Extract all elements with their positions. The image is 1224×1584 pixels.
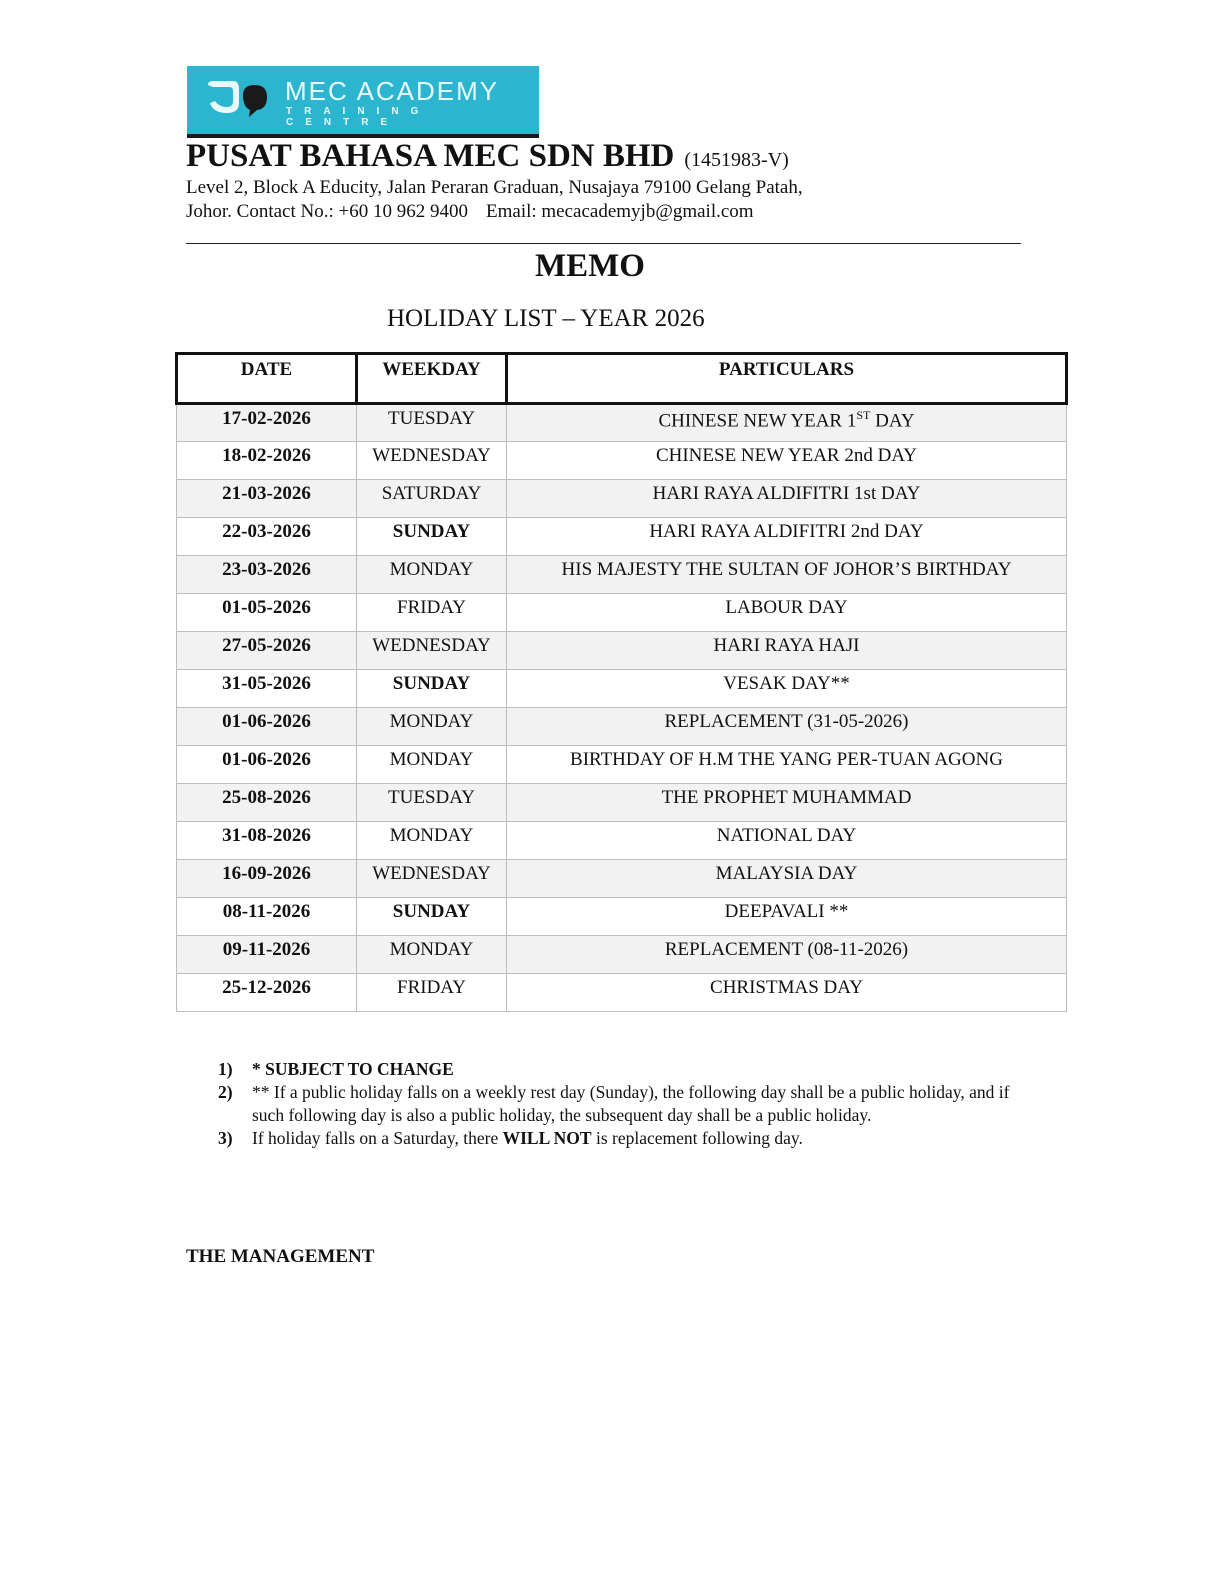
contact-number: Johor. Contact No.: +60 10 962 9400 bbox=[186, 201, 468, 222]
holiday-particulars: VESAK DAY** bbox=[507, 670, 1067, 708]
note-text: ** If a public holiday falls on a weekly rest day (Sunday), the following day shall be a public holiday, and if such following day is also a public holiday, the subsequent day shall be a public holiday. bbox=[252, 1082, 1010, 1125]
table-row bbox=[177, 708, 1067, 746]
holiday-weekday: MONDAY bbox=[357, 746, 507, 784]
holiday-weekday: TUESDAY bbox=[357, 784, 507, 822]
table-row bbox=[177, 670, 1067, 708]
table-row bbox=[177, 404, 1067, 442]
holiday-weekday: WEDNESDAY bbox=[357, 632, 507, 670]
holiday-date: 01-06-2026 bbox=[177, 746, 357, 784]
company-logo bbox=[187, 66, 539, 138]
table-row bbox=[177, 518, 1067, 556]
holiday-date: 23-03-2026 bbox=[177, 556, 357, 594]
holiday-weekday: MONDAY bbox=[357, 556, 507, 594]
table-row bbox=[177, 632, 1067, 670]
holiday-particulars: REPLACEMENT (08-11-2026) bbox=[507, 936, 1067, 974]
note-item bbox=[218, 1058, 1038, 1081]
ordinal-superscript: ST bbox=[856, 408, 871, 422]
holiday-date: 01-05-2026 bbox=[177, 594, 357, 632]
holiday-date: 18-02-2026 bbox=[177, 442, 357, 480]
column-header-weekday: WEEKDAY bbox=[357, 354, 507, 404]
table-row bbox=[177, 556, 1067, 594]
holiday-weekday: SATURDAY bbox=[357, 480, 507, 518]
holiday-date: 27-05-2026 bbox=[177, 632, 357, 670]
holiday-particulars: MALAYSIA DAY bbox=[507, 860, 1067, 898]
holiday-date: 31-08-2026 bbox=[177, 822, 357, 860]
note-text bbox=[252, 1127, 1038, 1150]
holiday-particulars bbox=[507, 404, 1067, 442]
holiday-particulars: HARI RAYA HAJI bbox=[507, 632, 1067, 670]
note-number: 1) bbox=[218, 1059, 233, 1079]
holiday-weekday: MONDAY bbox=[357, 822, 507, 860]
column-header-particulars: PARTICULARS bbox=[507, 354, 1067, 404]
holiday-date: 08-11-2026 bbox=[177, 898, 357, 936]
note-text-part: If holiday falls on a Saturday, there bbox=[252, 1128, 503, 1148]
holiday-weekday: SUNDAY bbox=[357, 898, 507, 936]
holiday-date: 17-02-2026 bbox=[177, 404, 357, 442]
table-header-row bbox=[177, 354, 1067, 404]
holiday-date: 25-08-2026 bbox=[177, 784, 357, 822]
holiday-weekday: TUESDAY bbox=[357, 404, 507, 442]
note-item bbox=[218, 1081, 1038, 1127]
table-row bbox=[177, 936, 1067, 974]
address-line-1: Level 2, Block A Educity, Jalan Peraran Graduan, Nusajaya 79100 Gelang Patah, bbox=[186, 177, 803, 198]
logo-tagline: TRAINING CENTRE bbox=[286, 106, 431, 128]
holiday-date: 09-11-2026 bbox=[177, 936, 357, 974]
table-row bbox=[177, 746, 1067, 784]
holiday-weekday: FRIDAY bbox=[357, 974, 507, 1012]
note-number: 2) bbox=[218, 1082, 233, 1102]
table-row bbox=[177, 860, 1067, 898]
table-row bbox=[177, 594, 1067, 632]
table-row bbox=[177, 822, 1067, 860]
note-number: 3) bbox=[218, 1128, 233, 1148]
holiday-date: 25-12-2026 bbox=[177, 974, 357, 1012]
table-row bbox=[177, 784, 1067, 822]
address-line-2 bbox=[186, 201, 754, 223]
signoff: THE MANAGEMENT bbox=[186, 1246, 375, 1267]
holiday-weekday: MONDAY bbox=[357, 708, 507, 746]
holiday-particulars: BIRTHDAY OF H.M THE YANG PER-TUAN AGONG bbox=[507, 746, 1067, 784]
holiday-table bbox=[175, 352, 1068, 1012]
table-row bbox=[177, 898, 1067, 936]
holiday-weekday: SUNDAY bbox=[357, 518, 507, 556]
holiday-date: 16-09-2026 bbox=[177, 860, 357, 898]
company-heading bbox=[186, 138, 789, 175]
holiday-date: 31-05-2026 bbox=[177, 670, 357, 708]
note-text-part: is replacement following day. bbox=[591, 1128, 803, 1148]
holiday-particulars: CHRISTMAS DAY bbox=[507, 974, 1067, 1012]
note-emphasis: WILL NOT bbox=[502, 1128, 592, 1148]
holiday-particulars: THE PROPHET MUHAMMAD bbox=[507, 784, 1067, 822]
notes-list bbox=[218, 1058, 1038, 1150]
header-divider bbox=[186, 243, 1021, 244]
holiday-weekday: WEDNESDAY bbox=[357, 442, 507, 480]
table-row bbox=[177, 974, 1067, 1012]
note-text: * SUBJECT TO CHANGE bbox=[252, 1059, 454, 1079]
email-address: Email: mecacademyjb@gmail.com bbox=[486, 201, 754, 222]
holiday-particulars: DEEPAVALI ** bbox=[507, 898, 1067, 936]
table-row bbox=[177, 480, 1067, 518]
holiday-date: 22-03-2026 bbox=[177, 518, 357, 556]
holiday-particulars: HARI RAYA ALDIFITRI 1st DAY bbox=[507, 480, 1067, 518]
holiday-particulars: CHINESE NEW YEAR 2nd DAY bbox=[507, 442, 1067, 480]
holiday-particulars: REPLACEMENT (31-05-2026) bbox=[507, 708, 1067, 746]
holiday-list-title: HOLIDAY LIST – YEAR 2026 bbox=[387, 305, 705, 332]
table-row bbox=[177, 442, 1067, 480]
registration-number: (1451983-V) bbox=[684, 149, 789, 171]
holiday-particulars: LABOUR DAY bbox=[507, 594, 1067, 632]
holiday-particulars: HIS MAJESTY THE SULTAN OF JOHOR’S BIRTHDAY bbox=[507, 556, 1067, 594]
company-name: PUSAT BAHASA MEC SDN BHD bbox=[186, 138, 675, 174]
memo-title: MEMO bbox=[535, 248, 645, 284]
holiday-weekday: MONDAY bbox=[357, 936, 507, 974]
holiday-weekday: FRIDAY bbox=[357, 594, 507, 632]
holiday-date: 21-03-2026 bbox=[177, 480, 357, 518]
logo-name: MEC ACADEMY bbox=[285, 76, 500, 106]
holiday-weekday: WEDNESDAY bbox=[357, 860, 507, 898]
note-item bbox=[218, 1127, 1038, 1150]
speech-bubbles-icon bbox=[205, 79, 273, 119]
particulars-text: CHINESE NEW YEAR 1 bbox=[658, 410, 857, 432]
holiday-date: 01-06-2026 bbox=[177, 708, 357, 746]
particulars-text: DAY bbox=[870, 410, 915, 432]
holiday-particulars: HARI RAYA ALDIFITRI 2nd DAY bbox=[507, 518, 1067, 556]
column-header-date: DATE bbox=[177, 354, 357, 404]
holiday-particulars: NATIONAL DAY bbox=[507, 822, 1067, 860]
holiday-weekday: SUNDAY bbox=[357, 670, 507, 708]
